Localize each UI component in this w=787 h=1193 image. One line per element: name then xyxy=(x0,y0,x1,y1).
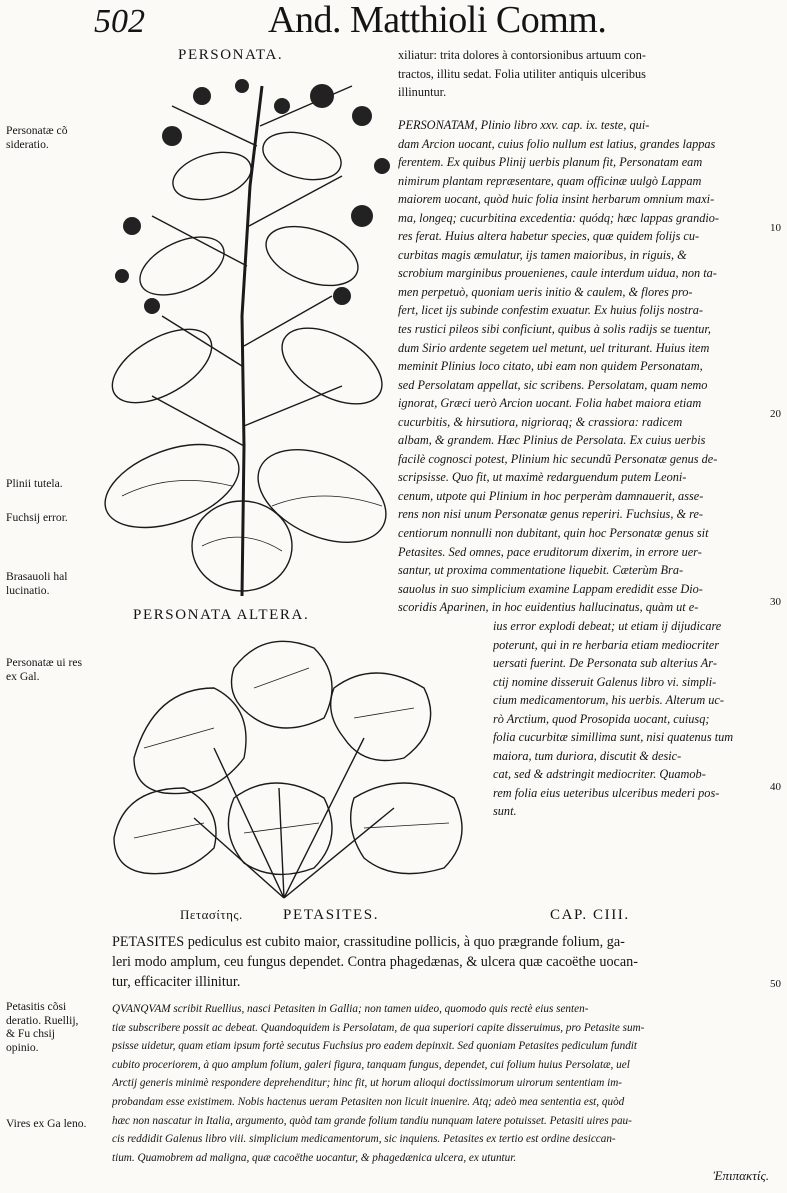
top-right-text xyxy=(398,46,764,102)
text-line: uersati fuerint. De Personata sub alterius Ar- xyxy=(493,656,717,671)
text-line: sed Persolatam appellat, sic scribens. Persolatam, quam nemo xyxy=(398,377,708,392)
text-line: men perpetuò, quoniam ueris initio & caulem, & flores pro- xyxy=(398,284,693,299)
petasites-greek-caption: Πετασίτης. xyxy=(180,907,243,922)
text-line: PERSONATAM, Plinio libro xxv. cap. ix. teste, qui- xyxy=(398,118,650,132)
text-line: dum Sirio ardente segetem uel metunt, uel triturant. Huius item xyxy=(398,340,710,355)
running-title: And. Matthioli Comm. xyxy=(268,0,607,41)
text-line: fert, licet ijs subinde confestim exuatur. Ex huius folijs nostra- xyxy=(398,303,704,318)
text-line: hæc non nascatur in Italia, argumento, quòd tam grande folium tandiu nunquam latere potuisset. Petasiti uires pau- xyxy=(112,1114,632,1127)
petasites-commentary xyxy=(112,1000,764,1167)
text-line: scripsisse. Quo fit, ut maximè redarguendum putem Leoni- xyxy=(398,470,687,485)
line-number: 30 xyxy=(770,596,781,608)
text-line: albam, & grandem. Hæc Plinius de Persolata. Ex cuius uerbis xyxy=(398,433,706,448)
text-line: rens non nisi unum Personatæ genus reperiri. Fuchsius, & re- xyxy=(398,507,704,522)
text-line: PETASITES pediculus est cubito maior, crassitudine pollicis, à quo prægrande folium, ga- xyxy=(112,934,625,950)
text-line: maiorem uocant, quòd huic folia insint herbarum omnium maxi- xyxy=(398,192,715,207)
text-line: cat, sed & adstringit mediocriter. Quamob- xyxy=(493,767,706,782)
text-line: rò Arctium, quod Prosopida uocant, cuiusq; xyxy=(493,711,710,726)
text-line: curbitas magis æmulatur, ijs tamen maioribus, in riguis, & xyxy=(398,247,687,262)
text-line: scoridis Aparinen, in hoc euidentius hallucinatus, quàm ut e- xyxy=(398,600,699,615)
margin-note: Plinii tutela. xyxy=(6,477,63,490)
text-line: maiora, tum duriora, discutit & desic- xyxy=(493,748,682,763)
margin-note: Brasauoli hal lucinatio. xyxy=(6,570,68,597)
catchword: Ἐπιπακτίς. xyxy=(713,1168,769,1183)
text-line: Petasites. Sed omnes, pace eruditorum dixerim, in errore uer- xyxy=(398,544,702,559)
line-number: 10 xyxy=(770,222,781,234)
text-line: cenum, utpote qui Plinium in hoc perperàm damnauerit, asse- xyxy=(398,488,704,503)
line-number: 50 xyxy=(770,978,781,990)
text-line: sauolus in suo simplicium examine Lappam eredidit esse Dio- xyxy=(398,581,703,596)
text-line: santur, ut proxima commentatione liquebit. Cæterùm Bra- xyxy=(398,563,684,578)
margin-note: Fuchsij error. xyxy=(6,511,68,524)
text-line: meminit Plinius loco citato, ubi eam non quidem Personatam, xyxy=(398,359,703,374)
personata-illustration xyxy=(92,66,394,602)
margin-note: Vires ex Ga leno. xyxy=(6,1117,87,1130)
margin-note: Petasitis cõsi deratio. Ruellij, & Fu chsij opinio. xyxy=(6,1000,79,1054)
text-line: facilè cognosci potest, Plinium hic secundũ Personatæ genus de- xyxy=(398,451,718,466)
line-number: 20 xyxy=(770,408,781,420)
text-line: ma, longeq; cucurbitina excedentia: quódq; hæc lappas grandio- xyxy=(398,210,720,225)
text-line: tiæ subscribere possit ac debeat. Quandoquidem is Persolatam, de qua superiori capite disseruimus, pro Petasite sum- xyxy=(112,1021,645,1034)
page-number: 502 xyxy=(94,3,145,40)
text-line: poterunt, qui in re herbaria etiam mediocriter xyxy=(493,637,719,652)
text-line: QVANQVAM scribit Ruellius, nasci Petasiten in Gallia; non tamen uideo, quomodo quis rectè eius senten- xyxy=(112,1003,589,1015)
text-line: cucurbitis, & hirsutiora, nigrioraq; & crassiora: radicem xyxy=(398,414,683,429)
petasites-text xyxy=(112,932,764,992)
text-line: cium medicamentorum, his uerbis. Alterum uc- xyxy=(493,693,724,708)
text-line: probandam esse existimem. Nobis hactenus ueram Petasiten non licuit inuenire. Atq; adeò mea sententia est, quòd xyxy=(112,1095,625,1108)
personata-caption: PERSONATA. xyxy=(178,47,284,63)
text-line: illinuntur. xyxy=(398,85,447,100)
text-line: folia cucurbitæ simillima sunt, nisi quatenus tum xyxy=(493,730,734,745)
text-line: tes rustici pileos sibi conficiunt, quibus à solis radijs se tuentur, xyxy=(398,322,711,337)
text-line: dam Arcion uocant, cuius folio nullum est latius, grandes lappas xyxy=(398,136,716,151)
personata-altera-illustration xyxy=(104,628,480,900)
text-line: ignorat, Græci uerò Arcion uocant. Folia habet maiora etiam xyxy=(398,396,702,411)
text-line: sunt. xyxy=(493,804,517,819)
personata-commentary-continued xyxy=(493,617,764,821)
text-line: tractos, illitu sedat. Folia utiliter antiquis ulceribus xyxy=(398,66,646,81)
text-line: tur, efficaciter illinitur. xyxy=(112,974,241,990)
text-line: res ferat. Huius altera habetur species, quæ quidem folijs cu- xyxy=(398,229,700,244)
margin-note: Personatæ cõ sideratio. xyxy=(6,124,68,151)
text-line: cubito proceriorem, à quo amplum folium, galeri figura, tanquam fungus, dependet, cui folium huius Persolatæ, uel xyxy=(112,1058,630,1071)
text-line: Arctij generis minimè respondere deprehenditur; hinc fit, ut horum alioqui doctissimorum uirorum sententiam im- xyxy=(112,1077,623,1090)
text-line: tium. Quamobrem ad maligna, quæ cacoëthe uocantur, & phagedænica ulcera, ex utuntur. xyxy=(112,1151,517,1164)
text-line: leri modo amplum, ceu fungus dependet. Contra phagedænas, & ulcera quæ cacoëthe uocan- xyxy=(112,954,638,970)
text-line: ius error explodi debeat; ut etiam ij dijudicare xyxy=(493,619,722,633)
text-line: ferentem. Ex quibus Plinij uerbis planum fit, Personatam eam xyxy=(398,155,703,170)
text-line: nimirum plantam repræsentare, quam officinæ uulgò Lappam xyxy=(398,173,702,188)
text-line: cis reddidit Galenus libro viii. simplicium medicamentorum, sic inquiens. Petasites ex tertio est ordine desiccan- xyxy=(112,1133,616,1146)
text-line: scrobium marginibus prouenienes, caule interdum uidua, non ta- xyxy=(398,266,717,281)
text-line: rem folia eius ueteribus ulceribus mederi pos- xyxy=(493,785,720,800)
text-line: psisse uidetur, quam etiam ipsum fortè secutus Fuchsius pro eadem depinxit. Sed quoniam Petasites pediculum fundit xyxy=(112,1040,638,1053)
text-line: xiliatur: trita dolores à contorsionibus artuum con- xyxy=(398,48,646,62)
personata-altera-caption: PERSONATA ALTERA. xyxy=(133,607,310,623)
personata-commentary xyxy=(398,116,764,617)
text-line: ctij nomine disseruit Galenus libro vi. simpli- xyxy=(493,674,717,689)
text-line: centiorum nonnulli non dubitant, quin hoc Personatæ genus sit xyxy=(398,526,709,541)
petasites-caption: PETASITES. xyxy=(283,907,380,923)
line-number: 40 xyxy=(770,781,781,793)
chapter-label: CAP. CIII. xyxy=(550,907,630,923)
margin-note: Personatæ ui res ex Gal. xyxy=(6,656,82,683)
